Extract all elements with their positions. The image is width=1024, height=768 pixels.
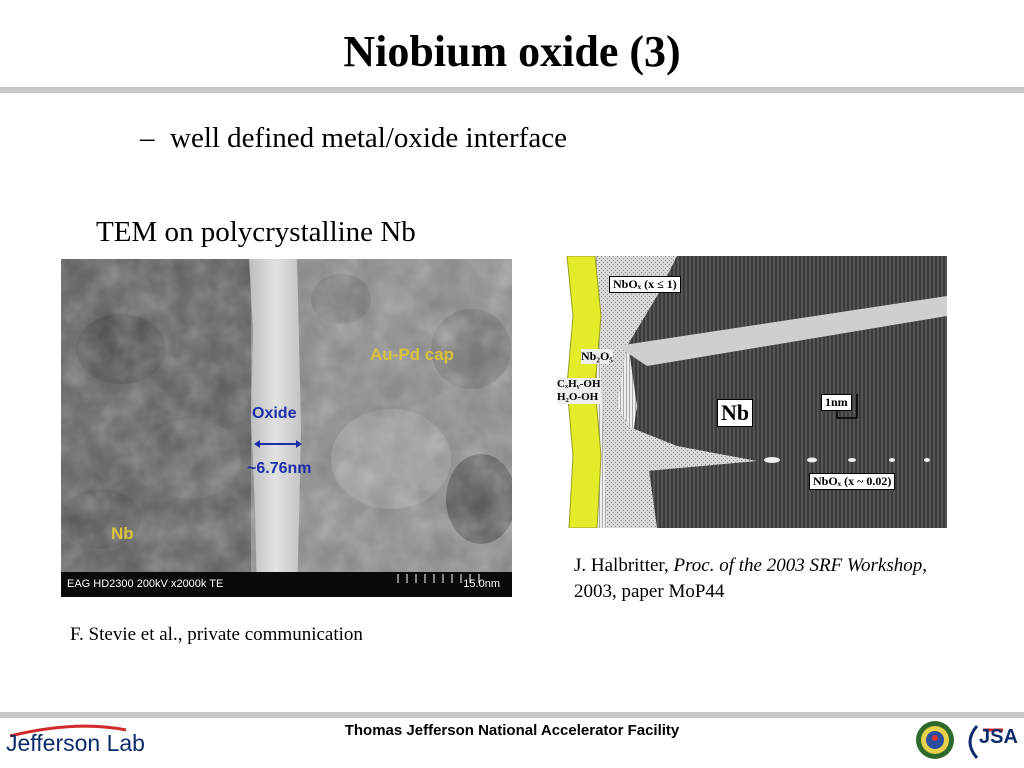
tem-micrograph <box>61 259 512 597</box>
slide-title: Niobium oxide (3) <box>343 27 681 76</box>
micrograph-info-bar <box>61 572 512 597</box>
jsa-logo-icon <box>963 722 1019 762</box>
jefferson-lab-logo <box>6 722 166 762</box>
bullet-item <box>140 120 567 156</box>
jsa-logo-text: JSA <box>979 726 1018 748</box>
microscope-settings: EAG HD2300 200kV x2000k TE <box>67 578 224 590</box>
nb2o5-label: Nb₂O₅ <box>581 349 613 363</box>
au-pd-cap-label: Au-Pd cap <box>370 345 455 364</box>
scale-length: 15.0nm <box>463 578 500 590</box>
caption-author: J. Halbritter, <box>574 555 674 576</box>
title-divider <box>0 87 1024 93</box>
jlab-logo-text: Jefferson Lab <box>6 730 145 756</box>
bullet-text: well defined metal/oxide interface <box>170 122 567 154</box>
tem-micrograph-graphic <box>61 259 512 597</box>
schematic-caption <box>574 553 934 605</box>
nb-schematic-label: Nb <box>717 399 753 427</box>
nbox-bottom-label: NbOₓ (x ~ 0.02) <box>809 473 895 490</box>
nbox-top-label: NbOₓ (x ≤ 1) <box>609 276 681 293</box>
tem-caption: F. Stevie et al., private communication <box>70 624 363 645</box>
oxide-thickness-label: ~6.76nm <box>247 460 312 477</box>
oxide-label: Oxide <box>252 405 297 422</box>
oxide-schematic <box>557 256 947 528</box>
footer-divider <box>0 712 1024 718</box>
bullet-dash: – <box>140 122 155 154</box>
caption-journal: Proc. of the 2003 SRF Workshop <box>673 555 923 576</box>
caption-details: , 2003, paper MoP44 <box>574 555 927 602</box>
doe-seal-icon <box>915 720 955 760</box>
chem-labels <box>557 378 601 404</box>
chem-line-2: H₂O-OH <box>557 391 599 403</box>
chem-line-1: CₓHᵧ-OH <box>557 378 601 390</box>
section-heading: TEM on polycrystalline Nb <box>96 216 416 248</box>
nb-label: Nb <box>111 524 134 543</box>
footer-organization: Thomas Jefferson National Accelerator Facility <box>344 722 680 739</box>
scale-1nm-label: 1nm <box>821 394 852 411</box>
